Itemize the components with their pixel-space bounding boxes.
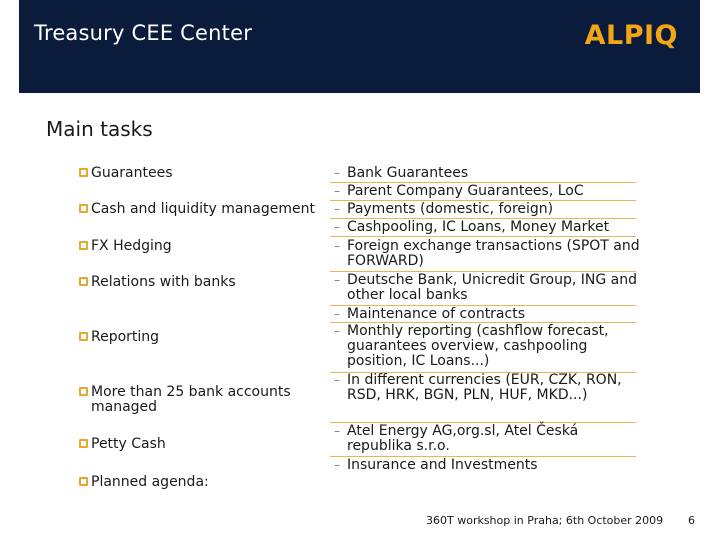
detail-item: – Deutsche Bank, Unicredit Group, ING and other local banks (334, 272, 637, 303)
page-number: 6 (688, 514, 695, 527)
dash-icon: – (334, 239, 340, 253)
square-bullet-icon (79, 439, 88, 448)
task-item: Cash and liquidity management (79, 202, 315, 217)
square-bullet-icon (79, 204, 88, 213)
dash-icon: – (334, 273, 340, 287)
dash-icon: – (334, 324, 340, 338)
task-item: Reporting (79, 330, 159, 345)
detail-item: – Cashpooling, IC Loans, Money Market (334, 219, 610, 235)
task-item: Relations with banks (79, 275, 236, 290)
square-bullet-icon (79, 332, 88, 341)
alpiq-logo: ALPIQ (584, 20, 678, 51)
dash-icon: – (334, 202, 340, 216)
header-bar (19, 0, 700, 93)
detail-item: – Bank Guarantees (334, 165, 469, 181)
detail-item: – Parent Company Guarantees, LoC (334, 183, 584, 199)
square-bullet-icon (79, 387, 88, 396)
section-title: Main tasks (46, 117, 153, 141)
dash-icon: – (334, 307, 340, 321)
dash-icon: – (334, 166, 340, 180)
square-bullet-icon (79, 277, 88, 286)
detail-item: – Maintenance of contracts (334, 306, 525, 322)
task-item: Petty Cash (79, 437, 166, 452)
dash-icon: – (334, 373, 340, 387)
detail-item: – Insurance and Investments (334, 457, 538, 473)
task-item: Planned agenda: (79, 475, 209, 490)
detail-item: – In different currencies (EUR, CZK, RON, RSD, HRK, BGN, PLN, HUF, MKD...) (334, 372, 622, 403)
dash-icon: – (334, 424, 340, 438)
task-item: More than 25 bank accounts managed (79, 385, 299, 415)
detail-item: – Foreign exchange transactions (SPOT and FORWARD) (334, 238, 640, 269)
dash-icon: – (334, 184, 340, 198)
header-title: Treasury CEE Center (34, 21, 253, 45)
square-bullet-icon (79, 168, 88, 177)
detail-item: – Payments (domestic, foreign) (334, 201, 554, 217)
detail-item: – Atel Energy AG,org.sl, Atel Česká republika s.r.o. (334, 423, 579, 454)
square-bullet-icon (79, 241, 88, 250)
detail-item: – Monthly reporting (cashflow forecast, guarantees overview, cashpooling position, IC Loans...) (334, 323, 609, 369)
dash-icon: – (334, 220, 340, 234)
footer-text: 360T workshop in Praha; 6th October 2009 (426, 514, 664, 527)
dash-icon: – (334, 458, 340, 472)
task-item: Guarantees (79, 166, 173, 181)
divider (330, 236, 636, 237)
square-bullet-icon (79, 477, 88, 486)
task-item: FX Hedging (79, 239, 172, 254)
